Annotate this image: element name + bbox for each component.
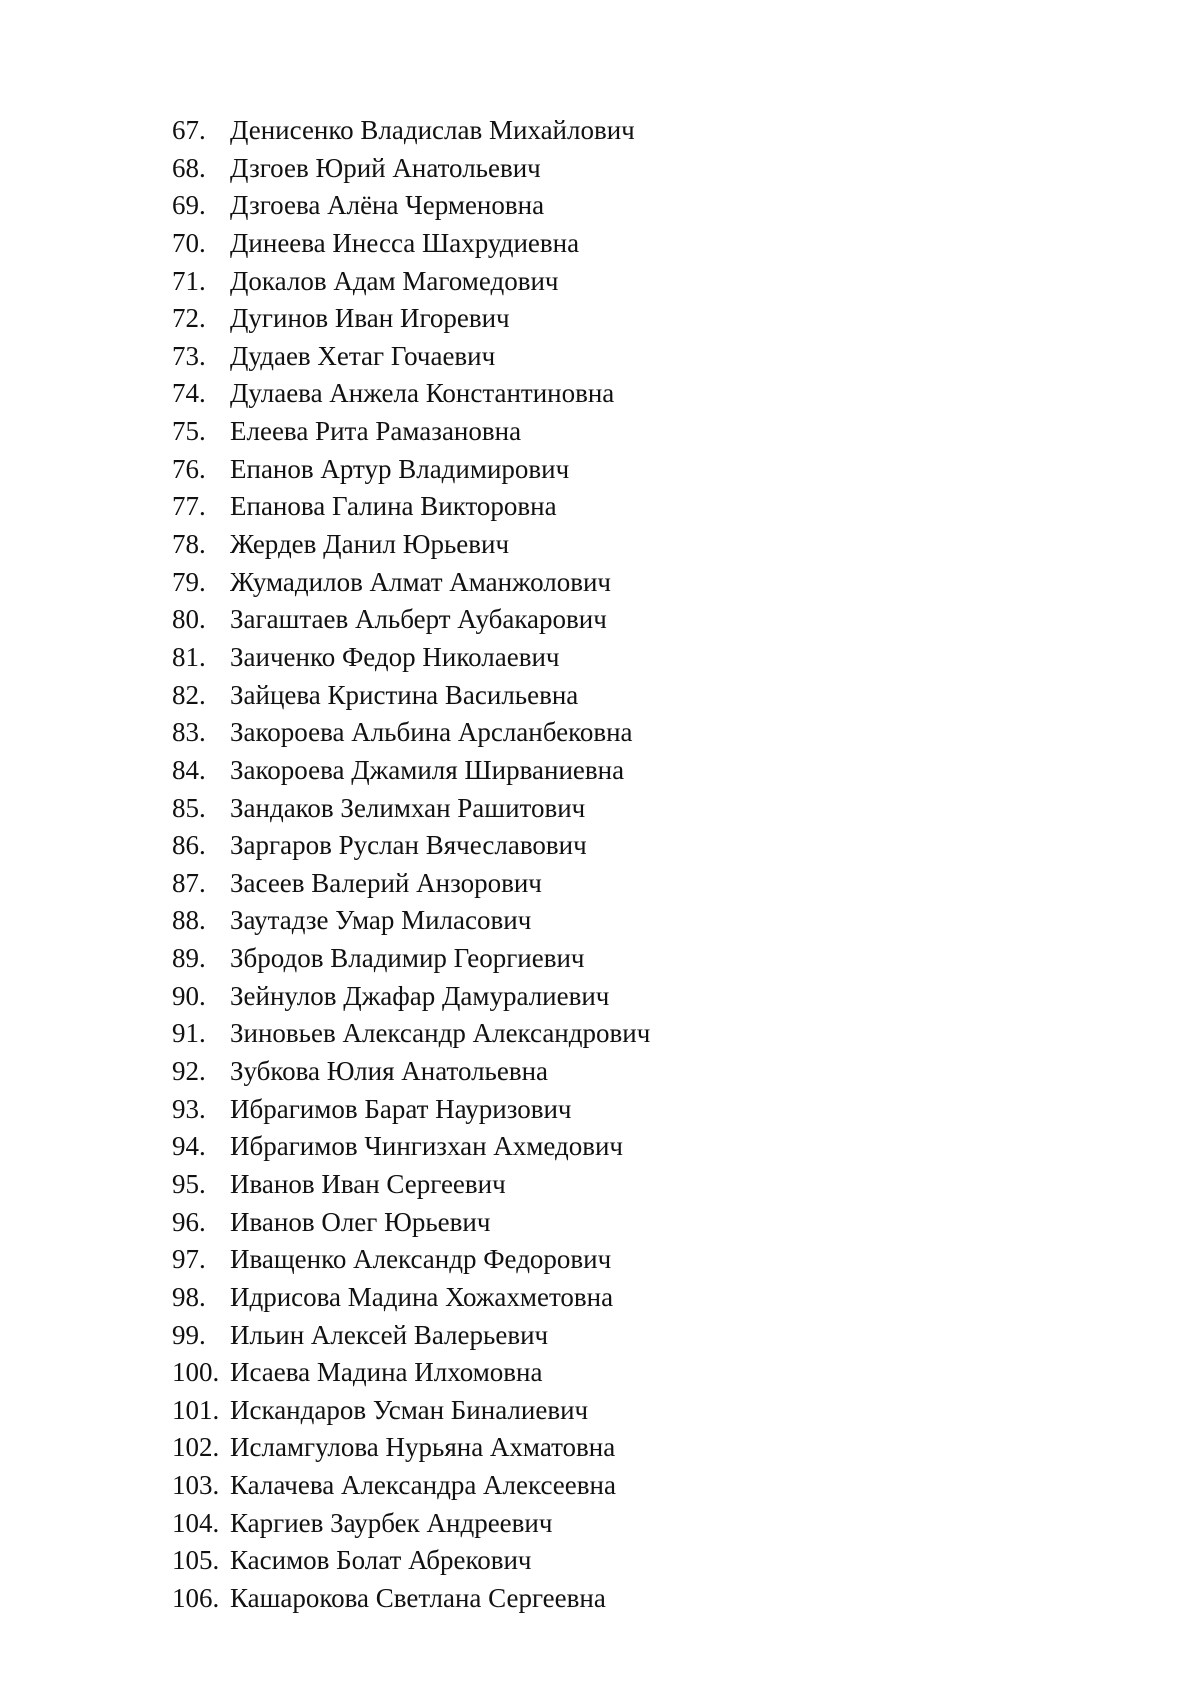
list-item <box>172 1467 650 1505</box>
item-name: Дулаева Анжела Константиновна <box>230 378 615 409</box>
list-item <box>172 752 650 790</box>
list-item <box>172 1354 650 1392</box>
list-item <box>172 1279 650 1317</box>
item-number: 98. <box>172 1281 206 1312</box>
item-number: 80. <box>172 604 206 635</box>
list-item <box>172 413 650 451</box>
list-item <box>172 714 650 752</box>
item-name: Динеева Инесса Шахрудиевна <box>230 227 580 258</box>
item-number: 77. <box>172 491 206 522</box>
list-item <box>172 112 650 150</box>
item-name: Касимов Болат Абрекович <box>230 1545 532 1576</box>
item-name: Ибрагимов Чингизхан Ахмедович <box>230 1131 624 1162</box>
list-item <box>172 150 650 188</box>
list-item <box>172 790 650 828</box>
name-list <box>172 112 650 1618</box>
list-item <box>172 1429 650 1467</box>
item-name: Жумадилов Алмат Аманжолович <box>230 566 611 597</box>
list-item <box>172 451 650 489</box>
list-item <box>172 1015 650 1053</box>
list-item <box>172 1166 650 1204</box>
list-item <box>172 902 650 940</box>
item-number: 83. <box>172 717 206 748</box>
item-number: 101. <box>172 1394 220 1425</box>
list-item <box>172 865 650 903</box>
item-name: Елеева Рита Рамазановна <box>230 416 522 447</box>
list-item <box>172 338 650 376</box>
item-number: 99. <box>172 1319 206 1350</box>
list-item <box>172 1204 650 1242</box>
item-number: 75. <box>172 416 206 447</box>
item-number: 105. <box>172 1545 220 1576</box>
item-number: 73. <box>172 340 206 371</box>
item-name: Докалов Адам Магомедович <box>230 265 559 296</box>
list-item <box>172 187 650 225</box>
list-item <box>172 978 650 1016</box>
item-number: 91. <box>172 1018 206 1049</box>
item-number: 68. <box>172 152 206 183</box>
item-number: 67. <box>172 115 206 145</box>
item-number: 78. <box>172 529 206 560</box>
item-number: 89. <box>172 943 206 974</box>
item-number: 70. <box>172 227 206 258</box>
item-number: 90. <box>172 980 206 1011</box>
item-name: Ибрагимов Барат Науризович <box>230 1093 572 1124</box>
item-name: Исаева Мадина Илхомовна <box>230 1357 543 1388</box>
item-number: 85. <box>172 792 206 823</box>
item-name: Искандаров Усман Биналиевич <box>230 1394 589 1425</box>
item-name: Исламгулова Нурьяна Ахматовна <box>230 1432 616 1463</box>
list-item <box>172 300 650 338</box>
item-name: Дугинов Иван Игоревич <box>230 303 510 334</box>
list-item <box>172 225 650 263</box>
item-name: Закороева Альбина Арсланбековна <box>230 717 633 748</box>
item-name: Иващенко Александр Федорович <box>230 1244 612 1275</box>
list-item <box>172 1241 650 1279</box>
list-item <box>172 1317 650 1355</box>
list-item <box>172 1580 650 1618</box>
item-number: 95. <box>172 1168 206 1199</box>
item-name: Збродов Владимир Георгиевич <box>230 943 585 974</box>
item-name: Дудаев Хетаг Гочаевич <box>230 340 496 371</box>
item-name: Засеев Валерий Анзорович <box>230 867 542 898</box>
list-item <box>172 564 650 602</box>
item-name: Зейнулов Джафар Дамуралиевич <box>230 980 610 1011</box>
item-name: Иванов Олег Юрьевич <box>230 1206 491 1237</box>
item-name: Каргиев Заурбек Андреевич <box>230 1507 553 1538</box>
item-number: 86. <box>172 830 206 861</box>
list-item <box>172 488 650 526</box>
item-name: Закороева Джамиля Ширваниевна <box>230 754 625 785</box>
list-item <box>172 1053 650 1091</box>
item-name: Денисенко Владислав Михайлович <box>230 115 635 145</box>
item-number: 82. <box>172 679 206 710</box>
item-name: Дзгоев Юрий Анатольевич <box>230 152 541 183</box>
list-item <box>172 1542 650 1580</box>
item-number: 88. <box>172 905 206 936</box>
item-number: 79. <box>172 566 206 597</box>
list-item <box>172 601 650 639</box>
item-number: 84. <box>172 754 206 785</box>
item-name: Зубкова Юлия Анатольевна <box>230 1056 549 1087</box>
item-number: 93. <box>172 1093 206 1124</box>
item-number: 72. <box>172 303 206 334</box>
item-number: 100. <box>172 1357 220 1388</box>
item-name: Зайцева Кристина Васильевна <box>230 679 579 710</box>
item-name: Заиченко Федор Николаевич <box>230 641 560 672</box>
list-item <box>172 1128 650 1166</box>
item-number: 102. <box>172 1432 220 1463</box>
item-number: 74. <box>172 378 206 409</box>
item-number: 69. <box>172 190 206 221</box>
item-name: Жердев Данил Юрьевич <box>230 529 510 560</box>
list-item <box>172 827 650 865</box>
item-name: Епанов Артур Владимирович <box>230 453 570 484</box>
list-item <box>172 677 650 715</box>
item-number: 81. <box>172 641 206 672</box>
list-item <box>172 1392 650 1430</box>
item-name: Ильин Алексей Валерьевич <box>230 1319 549 1350</box>
item-name: Идрисова Мадина Хожахметовна <box>230 1281 614 1312</box>
item-name: Епанова Галина Викторовна <box>230 491 557 522</box>
item-name: Зандаков Зелимхан Рашитович <box>230 792 586 823</box>
item-number: 106. <box>172 1582 220 1613</box>
item-name: Загаштаев Альберт Аубакарович <box>230 604 607 635</box>
list-item <box>172 375 650 413</box>
item-number: 97. <box>172 1244 206 1275</box>
list-item <box>172 526 650 564</box>
list-item <box>172 940 650 978</box>
item-name: Зиновьев Александр Александрович <box>230 1018 651 1049</box>
item-number: 71. <box>172 265 206 296</box>
item-number: 87. <box>172 867 206 898</box>
item-number: 94. <box>172 1131 206 1162</box>
item-number: 76. <box>172 453 206 484</box>
item-name: Кашарокова Светлана Сергеевна <box>230 1582 606 1613</box>
item-number: 104. <box>172 1507 220 1538</box>
item-number: 96. <box>172 1206 206 1237</box>
list-item <box>172 1505 650 1543</box>
item-name: Калачева Александра Алексеевна <box>230 1470 616 1501</box>
item-name: Иванов Иван Сергеевич <box>230 1168 506 1199</box>
list-item <box>172 263 650 301</box>
item-number: 103. <box>172 1470 220 1501</box>
item-number: 92. <box>172 1056 206 1087</box>
item-name: Заргаров Руслан Вячеславович <box>230 830 587 861</box>
list-item <box>172 639 650 677</box>
item-name: Дзгоева Алёна Черменовна <box>230 190 545 221</box>
item-name: Заутадзе Умар Миласович <box>230 905 532 936</box>
list-item <box>172 1091 650 1129</box>
